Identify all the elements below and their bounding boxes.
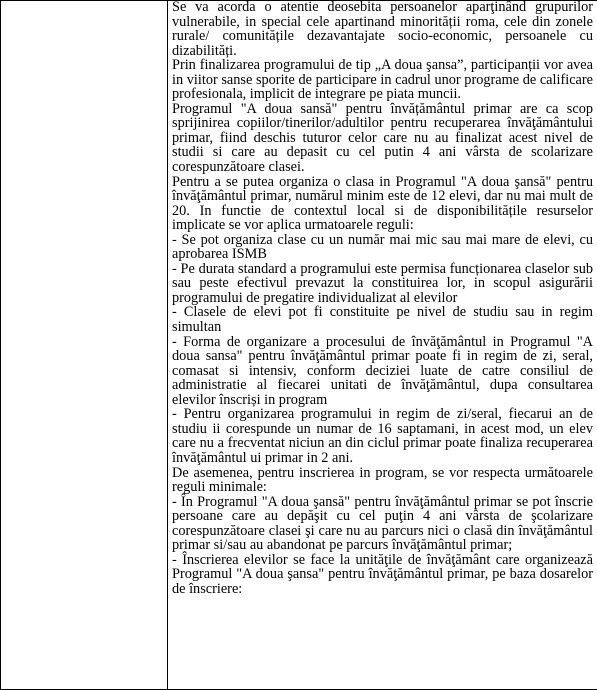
paragraph-program-purpose: Programul "A doua sansă" pentru învățământul primar are ca scop sprijinirea copiilor/tinerilor/adultilor pentru recuperarea învăţământului primar, fiind deschis tuturor celor care nu au finalizat acest nivel de studii si care au depasit cu cel putin 4 ani vârsta de scolarizare corespunzătoare clasei.	[172, 100, 593, 176]
rule-item: - Pentru organizarea programului in regim de zi/seral, fiecarui an de studiu ii corespunde un numar de 16 saptamani, in acest mod, un elev care nu a frecventat niciun an din ciclul primar poate finaliza recuperarea învăţământul ui primar in 2 ani.	[172, 406, 593, 466]
rule-item: - Clasele de elevi pot fi constituite pe nivel de studiu sau in regim simultan	[172, 304, 593, 336]
empty-label-cell	[1, 1, 168, 690]
description-text	[172, 0, 593, 596]
rule-item: - Forma de organizare a procesului de învăţământul in Programul "A doua sansa" pentru învăţământul primar poate fi in regim de zi, seral, comasat si intensiv, conform deciziei luate de catre consiliul de administratie al fiecarei unitati de învăţământul, dupa consultarea elevilor înscriși in program	[172, 333, 593, 408]
paragraph-vulnerable-groups: Se va acorda o atentie deosebita persoanelor aparţinând grupurilor vulnerabile, in special cele apartinand minorității roma, cele din zonele rurale/ comunitățile dezavantajate socio-economic, persoanele cu dizabilități.	[172, 0, 593, 59]
description-cell	[168, 1, 597, 690]
enrollment-rule-item: - Înscrierea elevilor se face la unităţile de învăţământ care organizează Programul "A doua şansa" pentru învăţământul primar, pe baza dosarelor de înscriere:	[172, 551, 593, 597]
paragraph-program-finalization: Prin finalizarea programului de tip „A doua şansa”, participanții vor avea in viitor sanse sporite de participare in cadrul unor programe de calificare profesionala, implicit de integrare pe piata muncii.	[172, 57, 593, 103]
table-row	[1, 1, 597, 690]
paragraph-class-organization: Pentru a se putea organiza o clasa in Programul "A doua şansă" pentru învăţământul primar, numărul minim este de 12 elevi, dar nu mai mult de 20. In functie de contextul local si de disponibilitățile resurselor implicate se vor aplica urmatoarele reguli:	[172, 173, 593, 234]
paragraph-enrollment-rules: De asemenea, pentru inscrierea in program, se vor respecta următoarele reguli minimale:	[172, 464, 593, 496]
enrollment-rule-item: - În Programul "A doua şansă" pentru învăţământul primar se pot înscrie persoane care au depăşit cu cel puţin 4 ani vârsta de şcolarizare corespunzătoare clasei şi care nu au parcurs nici o clasă din învăţământul primar si/sau au abandonat pe parcurs învăţământul primar;	[172, 493, 593, 554]
rule-item: - Se pot organiza clase cu un număr mai mic sau mai mare de elevi, cu aprobarea ISMB	[172, 231, 593, 263]
rule-item: - Pe durata standard a programului este permisa funcționarea claselor sub sau peste efectivul prevazut la constituirea lor, in scopul asigurării programului de pregatire individualizat al elevilor	[172, 260, 593, 306]
